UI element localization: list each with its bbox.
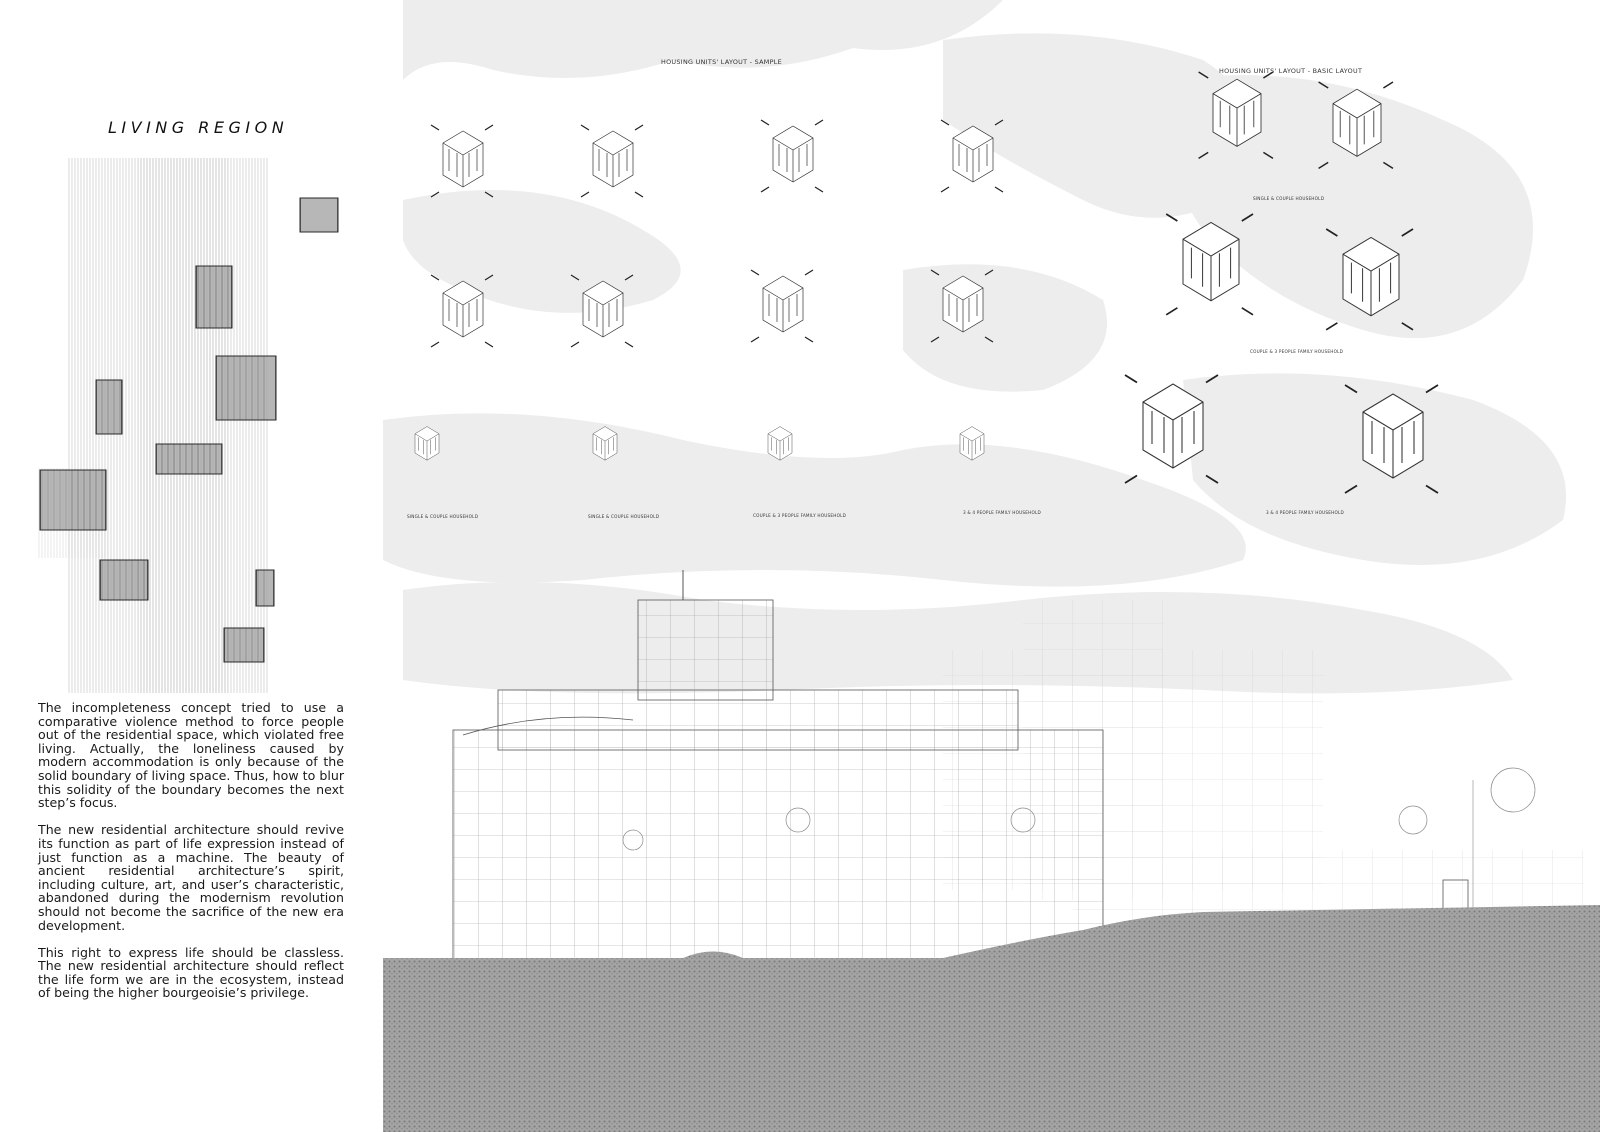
description-paragraph-2: The new residential architecture should revive its function as part of life expression instead of just function as a machine. The beauty of ancient residential architecture’s spirit, including culture, art, and user’s characteristic, abandoned during the modernism revolution should not become the sacrifice of the new era development.	[38, 822, 344, 933]
tower-sketch-illustration	[38, 158, 348, 693]
basic-caption-3: 3 & 4 PEOPLE FAMILY HOUSEHOLD	[1266, 510, 1344, 515]
sample-caption-4: 3 & 4 PEOPLE FAMILY HOUSEHOLD	[963, 510, 1041, 515]
drawing-board	[383, 0, 1600, 1132]
description-paragraph-3: This right to express life should be classless. The new residential architecture should reflect the life form we are in the ecosystem, instead of being the higher bourgeoisie’s privilege.	[38, 944, 344, 1001]
description-text	[38, 701, 344, 1014]
basic-caption-2: COUPLE & 3 PEOPLE FAMILY HOUSEHOLD	[1250, 349, 1344, 354]
basic-layout-heading: HOUSING UNITS' LAYOUT - BASIC LAYOUT	[1219, 67, 1363, 75]
page-title: LIVING REGION	[108, 118, 289, 137]
cloud-background	[383, 0, 1566, 693]
sample-layout-heading: HOUSING UNITS' LAYOUT - SAMPLE	[661, 58, 782, 66]
basic-caption-1: SINGLE & COUPLE HOUSEHOLD	[1253, 196, 1325, 201]
sample-caption-2: SINGLE & COUPLE HOUSEHOLD	[588, 514, 660, 519]
board-drawings	[383, 0, 1600, 1132]
sample-caption-3: COUPLE & 3 PEOPLE FAMILY HOUSEHOLD	[753, 513, 847, 518]
description-paragraph-1: The incompleteness concept tried to use a comparative violence method to force people out of the residential space, which violated free living. Actually, the loneliness caused by modern accommodation is only because of the solid boundary of living space. Thus, how to blur this solidity of the boundary becomes the next step’s focus.	[38, 700, 344, 811]
sample-caption-1: SINGLE & COUPLE HOUSEHOLD	[407, 514, 479, 519]
